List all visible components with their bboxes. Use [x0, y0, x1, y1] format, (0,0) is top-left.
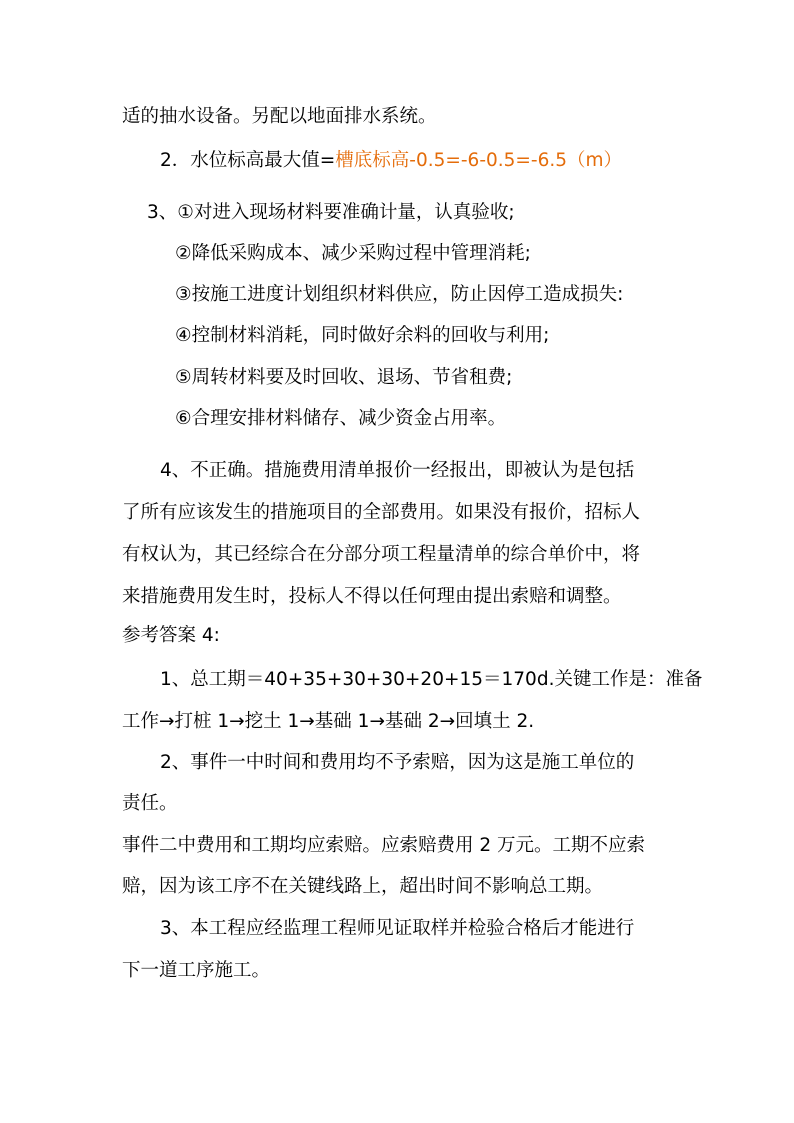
section-heading: 参考答案 4: — [122, 625, 220, 646]
water-level-label: 2．水位标高最大值= — [160, 150, 336, 171]
text-line: 1、总工期＝40+35+30+30+20+15＝170d.关键工作是：准备 — [160, 669, 703, 690]
text-line: 赔，因为该工序不在关键线路上，超出时间不影响总工期。 — [122, 876, 604, 897]
text-line: ⑥合理安排材料储存、减少资金占用率。 — [175, 408, 507, 429]
text-line: 来措施费用发生时，投标人不得以任何理由提出索赔和调整。 — [122, 586, 622, 607]
text-line: 责任。 — [122, 793, 178, 814]
text-line: 工作→打桩 1→挖土 1→基础 1→基础 2→回填土 2. — [122, 711, 535, 732]
text-line: ②降低采购成本、减少采购过程中管理消耗; — [175, 243, 531, 264]
text-line: 适的抽水设备。另配以地面排水系统。 — [122, 106, 437, 127]
water-level-formula: 槽底标高-0.5=-6-0.5=-6.5（m） — [335, 150, 623, 171]
text-line: 下一道工序施工。 — [122, 960, 271, 981]
text-line: ④控制材料消耗，同时做好余料的回收与利用; — [175, 325, 550, 346]
text-line: ③按施工进度计划组织材料供应，防止因停工造成损失: — [175, 284, 624, 305]
text-line: 3、①对进入现场材料要准确计量，认真验收; — [147, 202, 515, 223]
text-line: ⑤周转材料要及时回收、退场、节省租费; — [175, 367, 513, 388]
water-level-line — [160, 149, 622, 173]
text-line: 了所有应该发生的措施项目的全部费用。如果没有报价，招标人 — [122, 502, 641, 523]
text-line: 有权认为，其已经综合在分部分项工程量清单的综合单价中，将 — [122, 544, 641, 565]
text-line: 2、事件一中时间和费用均不予索赔，因为这是施工单位的 — [160, 752, 635, 773]
text-line: 事件二中费用和工期均应索赔。应索赔费用 2 万元。工期不应索 — [122, 835, 646, 856]
text-line: 3、本工程应经监理工程师见证取样并检验合格后才能进行 — [160, 918, 635, 939]
text-line: 4、不正确。措施费用清单报价一经报出，即被认为是包括 — [160, 460, 635, 481]
